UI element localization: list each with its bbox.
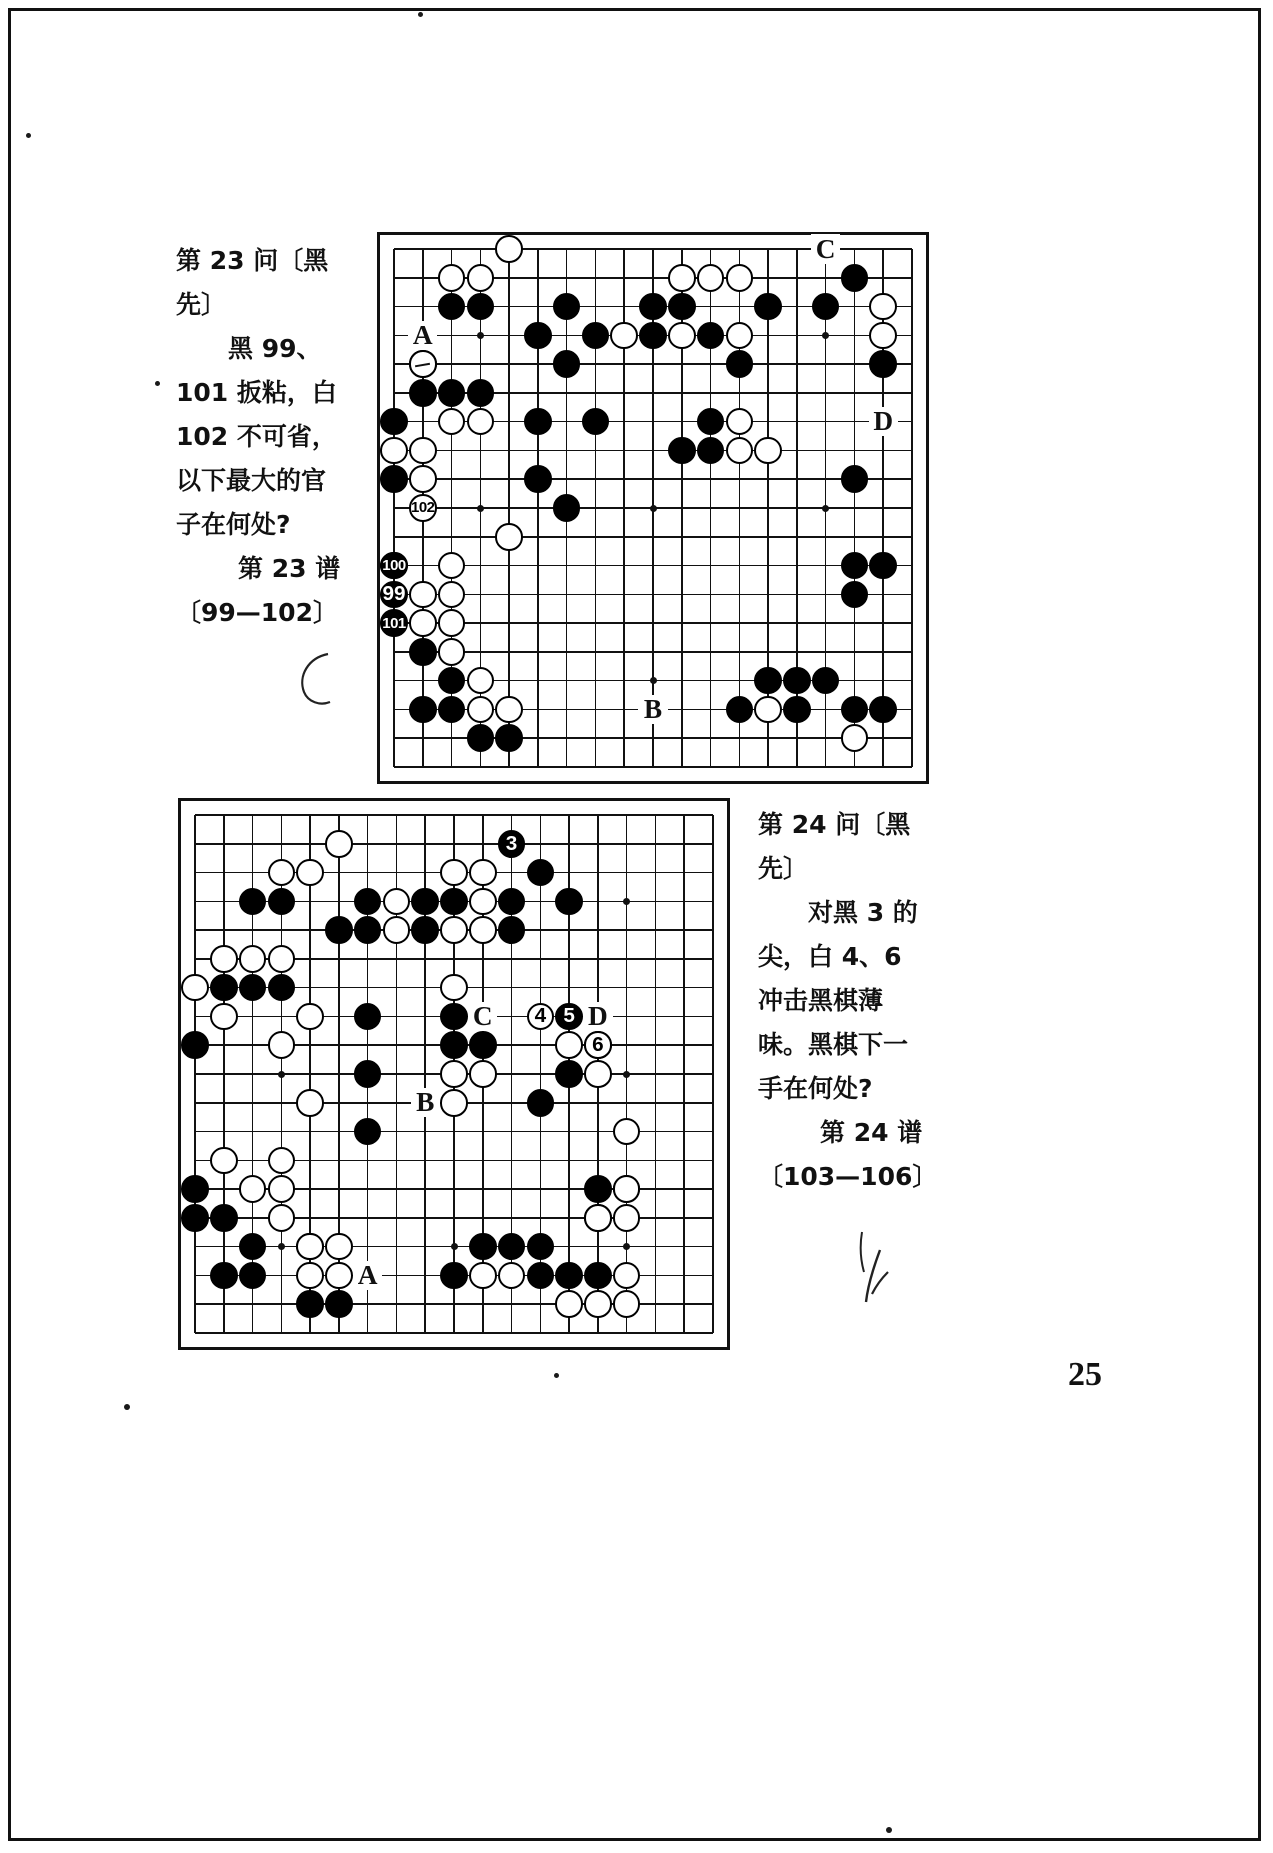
white-stone[interactable] (438, 581, 466, 609)
white-stone[interactable] (440, 974, 468, 1002)
move-stone-100[interactable]: 100 (380, 552, 408, 580)
white-stone[interactable] (438, 264, 466, 292)
black-stone[interactable] (524, 408, 552, 436)
white-stone[interactable] (469, 888, 497, 916)
white-stone[interactable] (754, 696, 782, 724)
scan-speck (418, 12, 423, 17)
black-stone[interactable] (697, 437, 725, 465)
black-stone[interactable] (582, 322, 610, 350)
problem-24-body-line-1: 对黑 3 的 (808, 898, 918, 927)
board-star-point (623, 898, 630, 905)
white-stone[interactable] (726, 437, 754, 465)
black-stone[interactable] (325, 1290, 353, 1318)
go-board-problem-24[interactable] (178, 798, 730, 1350)
white-stone[interactable] (726, 322, 754, 350)
black-stone[interactable] (354, 1118, 382, 1146)
white-stone[interactable] (469, 859, 497, 887)
black-stone[interactable] (239, 888, 267, 916)
board-grid-line-horizontal (394, 594, 912, 596)
black-stone[interactable] (268, 974, 296, 1002)
black-stone[interactable] (553, 293, 581, 321)
black-stone[interactable] (440, 1003, 468, 1031)
black-stone[interactable] (783, 667, 811, 695)
problem-24-figure-title: 第 24 谱 (820, 1118, 923, 1147)
board-grid-line-vertical (683, 815, 685, 1333)
board-star-point (278, 1071, 285, 1078)
move-stone-5[interactable]: 5 (555, 1003, 583, 1031)
move-stone-99[interactable]: 99 (380, 581, 408, 609)
white-stone[interactable] (668, 322, 696, 350)
board-star-point (623, 1243, 630, 1250)
white-stone[interactable] (383, 916, 411, 944)
white-stone[interactable] (409, 581, 437, 609)
white-stone[interactable] (726, 264, 754, 292)
problem-23-figure-range: 〔99—102〕 (176, 598, 338, 627)
black-stone[interactable] (553, 350, 581, 378)
white-stone[interactable] (613, 1175, 641, 1203)
problem-23-body-line-5: 子在何处? (176, 510, 291, 539)
white-stone[interactable] (841, 724, 869, 752)
white-stone[interactable] (268, 945, 296, 973)
board-grid-line-horizontal (394, 651, 912, 653)
problem-24-body-line-4: 味。黑棋下一 (758, 1030, 909, 1059)
white-stone[interactable] (467, 408, 495, 436)
pen-scribble-lower (848, 1228, 908, 1318)
white-stone[interactable] (325, 1262, 353, 1290)
board-letter-marker-c: C (468, 1002, 497, 1031)
black-stone[interactable] (584, 1262, 612, 1290)
white-stone[interactable] (440, 1060, 468, 1088)
black-stone[interactable] (841, 581, 869, 609)
black-stone[interactable] (438, 667, 466, 695)
board-star-point (477, 505, 484, 512)
black-stone[interactable] (841, 552, 869, 580)
white-stone[interactable] (268, 1031, 296, 1059)
board-star-point (650, 677, 657, 684)
black-stone[interactable] (380, 408, 408, 436)
problem-23-body-line-1: 黑 99、 (228, 334, 322, 363)
black-stone[interactable] (469, 1031, 497, 1059)
black-stone[interactable] (498, 888, 526, 916)
black-stone[interactable] (495, 724, 523, 752)
black-stone[interactable] (726, 350, 754, 378)
black-stone[interactable] (639, 293, 667, 321)
black-stone[interactable] (354, 888, 382, 916)
board-star-point (822, 505, 829, 512)
white-stone[interactable] (210, 945, 238, 973)
white-stone[interactable] (467, 264, 495, 292)
white-stone[interactable] (325, 830, 353, 858)
scan-speck (26, 133, 31, 138)
black-stone[interactable] (411, 888, 439, 916)
board-grid-line-vertical (712, 815, 714, 1333)
white-stone[interactable] (409, 465, 437, 493)
black-stone[interactable] (409, 696, 437, 724)
black-stone[interactable] (268, 888, 296, 916)
white-stone[interactable] (438, 408, 466, 436)
white-stone[interactable] (210, 1147, 238, 1175)
black-stone[interactable] (812, 293, 840, 321)
move-stone-101[interactable]: 101 (380, 609, 408, 637)
black-stone[interactable] (498, 1233, 526, 1261)
scan-speck (554, 1373, 559, 1378)
problem-24-body-line-2: 尖，白 4、6 (758, 942, 902, 971)
white-stone[interactable] (726, 408, 754, 436)
problem-23-body-line-2: 101 扳粘，白 (176, 378, 337, 407)
black-stone[interactable] (555, 888, 583, 916)
white-stone[interactable] (613, 1204, 641, 1232)
black-stone[interactable] (467, 379, 495, 407)
black-stone[interactable] (841, 465, 869, 493)
board-grid-line-vertical (655, 815, 657, 1333)
board-grid-line-horizontal (394, 766, 912, 768)
black-stone[interactable] (467, 293, 495, 321)
problem-24-body-line-3: 冲击黑棋薄 (758, 986, 884, 1015)
white-stone[interactable] (495, 235, 523, 263)
black-stone[interactable] (553, 494, 581, 522)
black-stone[interactable] (527, 1262, 555, 1290)
pen-scribble-upper (292, 650, 362, 710)
black-stone[interactable] (524, 465, 552, 493)
black-stone[interactable] (754, 293, 782, 321)
black-stone[interactable] (467, 724, 495, 752)
white-stone[interactable] (438, 638, 466, 666)
white-stone[interactable] (668, 264, 696, 292)
white-stone[interactable] (181, 974, 209, 1002)
black-stone[interactable] (668, 437, 696, 465)
white-stone[interactable] (555, 1290, 583, 1318)
problem-24-body-line-5: 手在何处? (758, 1074, 873, 1103)
scan-speck (155, 381, 160, 386)
white-stone[interactable] (495, 696, 523, 724)
black-stone[interactable] (582, 408, 610, 436)
black-stone[interactable] (841, 264, 869, 292)
board-letter-marker-c: C (811, 234, 840, 263)
black-stone[interactable] (524, 322, 552, 350)
problem-23-figure-title: 第 23 谱 (238, 554, 341, 583)
move-stone-4[interactable]: 4 (527, 1003, 555, 1031)
black-stone[interactable] (438, 696, 466, 724)
black-stone[interactable] (181, 1175, 209, 1203)
white-stone[interactable] (380, 437, 408, 465)
white-stone[interactable] (613, 1262, 641, 1290)
problem-24-heading-line-1: 第 24 问〔黑 (758, 810, 911, 839)
board-star-point (822, 332, 829, 339)
problem-24-heading-line-2: 先〕 (758, 854, 809, 883)
board-grid-line-horizontal (195, 1332, 713, 1334)
board-star-point (650, 505, 657, 512)
board-star-point (278, 1243, 285, 1250)
white-stone[interactable] (296, 1233, 324, 1261)
board-grid-line-horizontal (394, 622, 912, 624)
white-stone[interactable] (610, 322, 638, 350)
problem-24-text (758, 812, 954, 1189)
black-stone[interactable] (869, 696, 897, 724)
black-stone[interactable] (296, 1290, 324, 1318)
white-stone[interactable] (469, 916, 497, 944)
black-stone[interactable] (783, 696, 811, 724)
white-stone[interactable] (325, 1233, 353, 1261)
white-stone[interactable] (469, 1060, 497, 1088)
black-stone[interactable] (869, 552, 897, 580)
black-stone[interactable] (440, 1031, 468, 1059)
white-stone[interactable] (239, 945, 267, 973)
black-stone[interactable] (527, 1089, 555, 1117)
scan-speck (124, 1404, 130, 1410)
black-stone[interactable] (440, 888, 468, 916)
black-stone[interactable] (210, 1204, 238, 1232)
black-stone[interactable] (726, 696, 754, 724)
black-stone[interactable] (555, 1060, 583, 1088)
black-stone[interactable] (469, 1233, 497, 1261)
problem-24-figure-range: 〔103—106〕 (758, 1162, 938, 1191)
white-stone[interactable] (296, 1003, 324, 1031)
black-stone[interactable] (239, 1233, 267, 1261)
white-stone[interactable] (268, 1147, 296, 1175)
black-stone[interactable] (239, 1262, 267, 1290)
white-stone[interactable] (869, 322, 897, 350)
black-stone[interactable] (527, 859, 555, 887)
white-stone[interactable] (210, 1003, 238, 1031)
white-stone[interactable] (584, 1204, 612, 1232)
white-stone[interactable] (754, 437, 782, 465)
black-stone[interactable] (239, 974, 267, 1002)
board-grid-line-vertical (911, 249, 913, 767)
problem-23-heading-line-2: 先〕 (176, 290, 227, 319)
black-stone[interactable] (438, 293, 466, 321)
white-stone[interactable] (469, 1262, 497, 1290)
white-stone[interactable] (613, 1118, 641, 1146)
black-stone[interactable] (754, 667, 782, 695)
board-letter-marker-d: D (583, 1002, 612, 1031)
white-stone[interactable] (584, 1290, 612, 1318)
white-stone[interactable] (438, 609, 466, 637)
black-stone[interactable] (697, 408, 725, 436)
white-stone[interactable] (296, 1089, 324, 1117)
board-star-point (623, 1071, 630, 1078)
black-stone[interactable] (409, 379, 437, 407)
board-grid-line-horizontal (394, 536, 912, 538)
problem-23-body-line-4: 以下最大的官 (176, 466, 327, 495)
problem-23-heading-line-1: 第 23 问〔黑 (176, 246, 329, 275)
problem-23-body-line-3: 102 不可省， (176, 422, 337, 451)
black-stone[interactable] (527, 1233, 555, 1261)
marked-white-stone[interactable] (409, 350, 437, 378)
white-stone[interactable] (383, 888, 411, 916)
white-stone[interactable] (584, 1060, 612, 1088)
board-letter-marker-a: A (353, 1261, 382, 1290)
black-stone[interactable] (411, 916, 439, 944)
white-stone[interactable] (438, 552, 466, 580)
white-stone[interactable] (296, 1262, 324, 1290)
board-letter-marker-a: A (408, 321, 437, 350)
white-stone[interactable] (697, 264, 725, 292)
board-letter-marker-d: D (869, 407, 898, 436)
black-stone[interactable] (438, 379, 466, 407)
black-stone[interactable] (498, 916, 526, 944)
black-stone[interactable] (841, 696, 869, 724)
black-stone[interactable] (181, 1204, 209, 1232)
black-stone[interactable] (181, 1031, 209, 1059)
white-stone[interactable] (409, 437, 437, 465)
move-stone-102[interactable]: 102 (409, 494, 437, 522)
white-stone[interactable] (440, 916, 468, 944)
white-stone[interactable] (268, 859, 296, 887)
black-stone[interactable] (555, 1262, 583, 1290)
go-board-problem-23[interactable] (377, 232, 929, 784)
black-stone[interactable] (210, 1262, 238, 1290)
board-star-point (451, 1243, 458, 1250)
board-grid-line-vertical (854, 249, 856, 767)
white-stone[interactable] (495, 523, 523, 551)
black-stone[interactable] (440, 1262, 468, 1290)
board-star-point (477, 332, 484, 339)
white-stone[interactable] (268, 1175, 296, 1203)
black-stone[interactable] (697, 322, 725, 350)
white-stone[interactable] (555, 1031, 583, 1059)
white-stone[interactable] (613, 1290, 641, 1318)
white-stone[interactable] (239, 1175, 267, 1203)
black-stone[interactable] (325, 916, 353, 944)
black-stone[interactable] (668, 293, 696, 321)
white-stone[interactable] (409, 609, 437, 637)
black-stone[interactable] (354, 1003, 382, 1031)
white-stone[interactable] (268, 1204, 296, 1232)
page-number: 25 (1068, 1356, 1102, 1393)
scan-speck (886, 1827, 892, 1833)
move-stone-6[interactable]: 6 (584, 1031, 612, 1059)
board-letter-marker-b: B (411, 1088, 440, 1117)
black-stone[interactable] (584, 1175, 612, 1203)
black-stone[interactable] (812, 667, 840, 695)
board-grid-line-horizontal (394, 565, 912, 567)
white-stone[interactable] (440, 859, 468, 887)
black-stone[interactable] (354, 916, 382, 944)
black-stone[interactable] (869, 350, 897, 378)
white-stone[interactable] (440, 1089, 468, 1117)
problem-23-text (176, 248, 372, 625)
white-stone[interactable] (467, 696, 495, 724)
black-stone[interactable] (210, 974, 238, 1002)
board-letter-marker-b: B (638, 695, 667, 724)
black-stone[interactable] (639, 322, 667, 350)
white-stone[interactable] (498, 1262, 526, 1290)
black-stone[interactable] (380, 465, 408, 493)
black-stone[interactable] (409, 638, 437, 666)
white-stone[interactable] (467, 667, 495, 695)
move-stone-3[interactable]: 3 (498, 830, 526, 858)
white-stone[interactable] (296, 859, 324, 887)
white-stone[interactable] (869, 293, 897, 321)
black-stone[interactable] (354, 1060, 382, 1088)
